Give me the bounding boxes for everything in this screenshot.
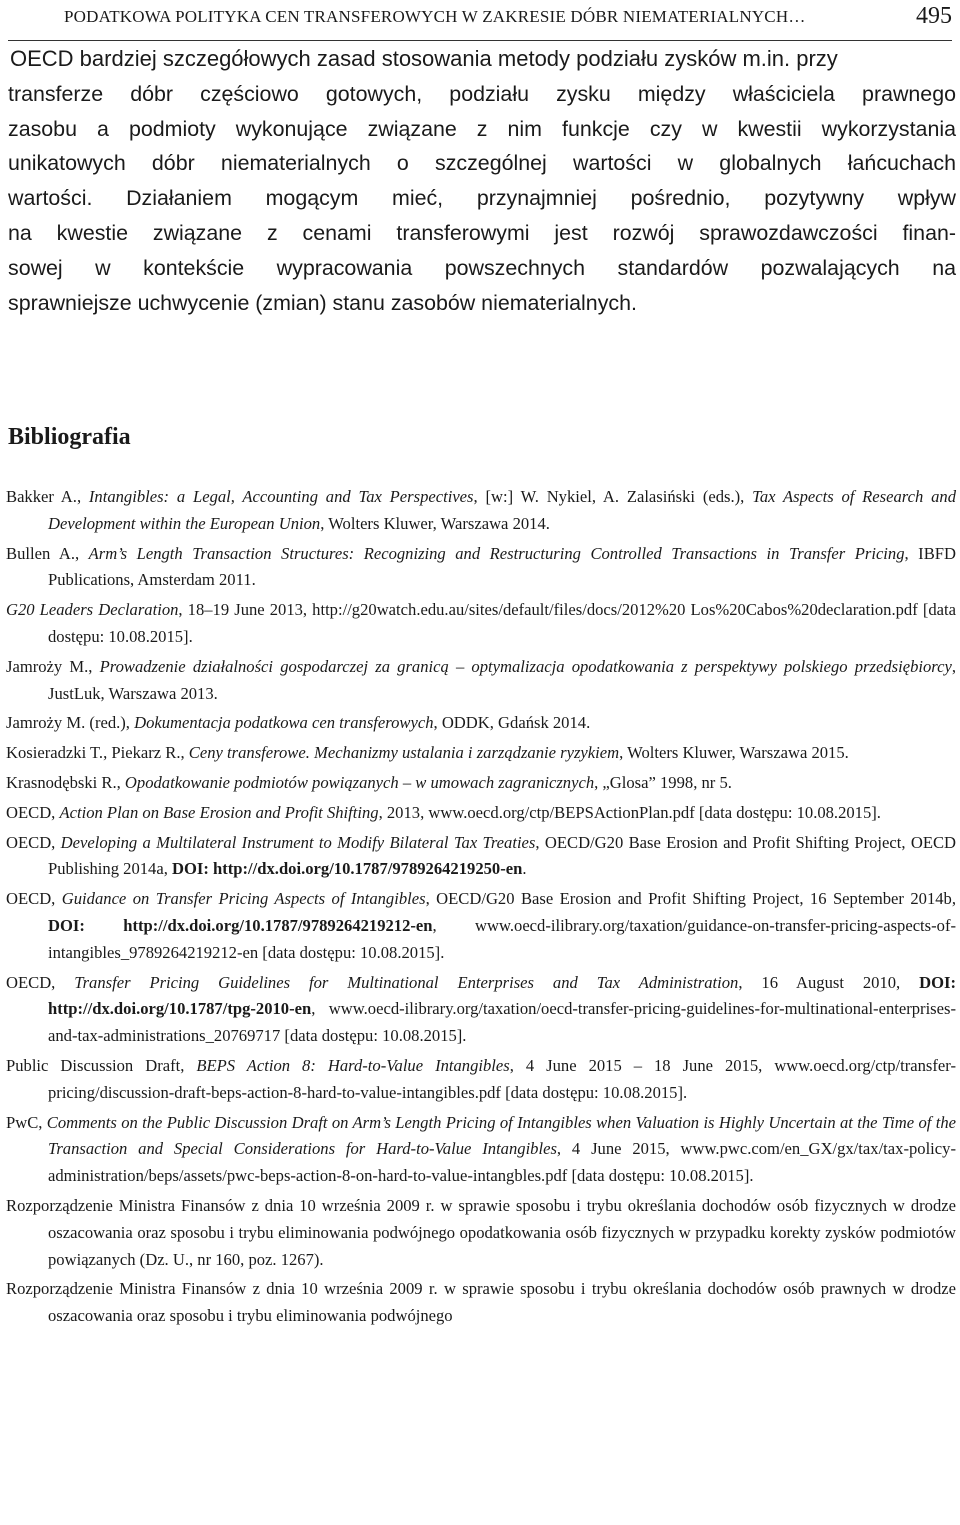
citation-title: Opodatkowanie podmiotów powiązanych – w umowach zagranicznych	[124, 772, 595, 792]
citation-text: Krasnodębski R.,	[6, 772, 125, 792]
bibliography-list	[6, 484, 956, 1333]
page-number: 495	[916, 3, 952, 29]
bibliography-entry	[6, 1276, 956, 1330]
bibliography-entry	[6, 886, 956, 966]
citation-title: Tax Aspects of Research and Development within the European Union	[48, 487, 956, 533]
citation-title: Comments on the Public Discussion Draft on Arm’s Length Pricing of Intangibles when Valuation is Highly Uncertain at the Time of the Transaction and Special Considerations for Hard-to-Value Intangibles	[46, 1112, 956, 1159]
citation-text: Bullen A.	[6, 543, 75, 563]
citation-text: , 16 August 2010,	[738, 972, 920, 992]
bibliography-entry	[6, 710, 956, 737]
bibliography-entry	[6, 740, 956, 767]
citation-text: , JustLuk, Warszawa 2013.	[48, 656, 956, 703]
body-line: wartości. Działaniem mogącym mieć, przynajmniej pośrednio, pozytywny wpływ	[8, 186, 956, 211]
citation-text: ,	[76, 487, 89, 506]
citation-text: .	[522, 859, 527, 879]
bibliography-entry	[6, 970, 956, 1050]
bibliography-entry	[6, 541, 956, 595]
citation-text: OECD,	[6, 889, 62, 909]
citation-text: OECD,	[6, 972, 75, 992]
citation-title: Arm’s Length Transaction Structures: Recognizing and Restructuring Controlled Transactions in Transfer Pricing	[88, 543, 905, 563]
bibliography-entry	[6, 1053, 956, 1107]
body-line: unikatowych dóbr niematerialnych o szczególnej wartości w globalnych łańcuchach	[8, 151, 956, 176]
citation-doi: DOI: http://dx.doi.org/10.1787/tpg-2010-en	[48, 972, 957, 1019]
citation-text: Kosieradzki T., Piekarz R.,	[6, 743, 189, 763]
citation-text: ,	[75, 543, 89, 563]
citation-text: Jamroży M. (red.),	[6, 713, 135, 733]
bibliography-entry	[6, 1110, 956, 1190]
citation-title: G20 Leaders Declaration	[6, 600, 179, 620]
body-line: zasobu a podmioty wykonujące związane z nim funkcje czy w kwestii wykorzystania	[8, 116, 956, 141]
citation-text: , 18–19 June 2013, http://g20watch.edu.au/sites/default/files/docs/2012%20 Los%20Cabos%20declaration.pdf [data dostępu: 10.08.2015].	[48, 600, 956, 646]
body-line: transferze dóbr częściowo gotowych, podziału zysku między właściciela prawnego	[8, 81, 956, 106]
citation-text: , OECD/G20 Base Erosion and Profit Shifting Project, 16 September 2014b,	[425, 889, 956, 909]
body-line: OECD bardziej szczegółowych zasad stosowania metody podziału zysków m.in. przy	[10, 46, 838, 71]
citation-text: , OECD/G20 Base Erosion and Profit Shifting Project, OECD Publishing 2014a,	[48, 832, 957, 879]
bibliography-entry	[6, 830, 956, 884]
citation-text: Jamroży M.	[6, 656, 89, 676]
body-line: sprawniejsze uchwycenie (zmian) stanu zasobów niematerialnych.	[8, 290, 637, 315]
bibliography-entry	[6, 800, 956, 827]
body-line: na kwestie związane z cenami transferowymi jest rozwój sprawozdawczości finan-	[8, 220, 956, 245]
citation-text: OECD,	[6, 832, 61, 852]
bibliography-entry	[6, 597, 956, 651]
citation-text: PwC,	[6, 1112, 47, 1132]
bibliography-entry	[6, 654, 956, 708]
citation-text: OECD,	[6, 802, 60, 822]
bibliography-entry	[6, 1193, 956, 1273]
citation-title: BEPS Action 8: Hard-to-Value Intangibles	[196, 1055, 510, 1075]
citation-text: , 2013, www.oecd.org/ctp/BEPSActionPlan.pdf [data dostępu: 10.08.2015].	[378, 802, 881, 822]
citation-title: Transfer Pricing Guidelines for Multinational Enterprises and Tax Administration	[74, 972, 739, 992]
section-heading: Bibliografia	[8, 424, 131, 450]
citation-text: ,	[88, 656, 100, 676]
citation-text: , Wolters Kluwer, Warszawa 2015.	[619, 743, 849, 763]
citation-title: Developing a Multilateral Instrument to Modify Bilateral Tax Treaties	[60, 832, 536, 852]
citation-text: Rozporządzenie Ministra Finansów z dnia 10 września 2009 r. w sprawie sposobu i trybu określania dochodów osób fizycznych w drodze oszacowania oraz sposobu i trybu eliminowania podwójnego opodatkowania osób fizycznych w przypadku korekty zysków podmiotów powiązanych (Dz. U., nr 160, poz. 1267).	[6, 1195, 956, 1269]
running-head: PODATKOWA POLITYKA CEN TRANSFEROWYCH W ZAKRESIE DÓBR NIEMATERIALNYCH…	[64, 7, 806, 26]
citation-doi: DOI: http://dx.doi.org/10.1787/9789264219250-en	[172, 859, 523, 879]
citation-text: , 4 June 2015, www.pwc.com/en_GX/gx/tax/tax-policy-administration/beps/assets/pwc-beps-action-8-on-hard-to-value-intangbles.pdf [data dostępu: 10.08.2015].	[48, 1139, 956, 1186]
citation-title: Guidance on Transfer Pricing Aspects of Intangibles	[61, 889, 426, 909]
citation-title: Intangibles: a Legal, Accounting and Tax Perspectives	[88, 487, 474, 506]
citation-text: Public Discussion Draft,	[6, 1055, 197, 1075]
body-paragraph	[8, 42, 956, 320]
citation-text: Rozporządzenie Ministra Finansów z dnia 10 września 2009 r. w sprawie sposobu i trybu określania dochodów osób prawnych w drodze oszacowania oraz sposobu i trybu eliminowania podwójnego	[6, 1279, 956, 1326]
citation-text: , IBFD Publications, Amsterdam 2011.	[48, 543, 956, 590]
citation-doi: DOI: http://dx.doi.org/10.1787/9789264219212-en	[48, 915, 433, 935]
citation-text: , www.oecd-ilibrary.org/taxation/oecd-transfer-pricing-guidelines-for-multinational-enterprises-and-tax-administrations_20769717 [data dostępu: 10.08.2015].	[48, 999, 956, 1046]
citation-title: Prowadzenie działalności gospodarczej za granicą – optymalizacja opodatkowania z perspektywy polskiego przedsiębiorcy	[99, 656, 952, 676]
bibliography-entry	[6, 484, 956, 538]
citation-text: , www.oecd-ilibrary.org/taxation/guidance-on-transfer-pricing-aspects-of-intangibles_9789264219212-en [data dostępu: 10.08.2015].	[48, 915, 956, 962]
citation-text: , „Glosa” 1998, nr 5.	[594, 772, 732, 792]
citation-text: , ODDK, Gdańsk 2014.	[433, 713, 591, 733]
bibliography-entry	[6, 770, 956, 797]
citation-title: Dokumentacja podatkowa cen transferowych	[134, 713, 434, 733]
page-header	[8, 0, 952, 41]
citation-text: , Wolters Kluwer, Warszawa 2014.	[320, 513, 550, 533]
citation-title: Action Plan on Base Erosion and Profit Shifting	[59, 802, 379, 822]
body-line: sowej w kontekście wypracowania powszechnych standardów pozwalających na	[8, 255, 956, 280]
citation-text: , 4 June 2015 – 18 June 2015, www.oecd.org/ctp/transfer-pricing/discussion-draft-beps-action-8-hard-to-value-intangibles.pdf [data dostępu: 10.08.2015].	[48, 1055, 956, 1102]
citation-text: , [w:] W. Nykiel, A. Zalasiński (eds.),	[473, 487, 753, 506]
citation-title: Ceny transferowe. Mechanizmy ustalania i zarządzanie ryzykiem	[188, 743, 620, 763]
citation-text: Bakker A.	[6, 487, 77, 506]
